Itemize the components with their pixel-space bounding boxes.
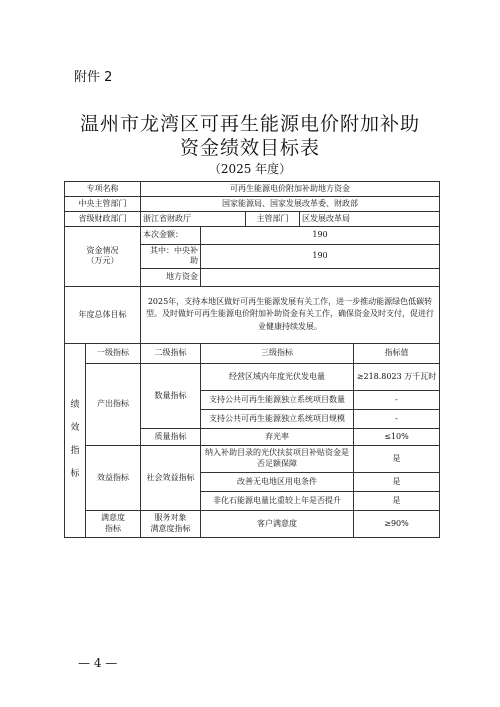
social-benefit-label: 社会效益指标 (141, 445, 201, 510)
indicator-value: - (354, 390, 440, 409)
satisfaction-indicator-label: 满意度 指标 (86, 510, 141, 537)
service-satisfaction-label: 服务对象 满意度指标 (141, 510, 201, 537)
project-name-value: 可再生能源电价附加补助地方资金 (141, 182, 440, 197)
indicator-name: 非化石能源电量比重较上年是否提升 (201, 491, 354, 510)
document-title-line2: 资金绩效目标表 (179, 137, 320, 159)
indicator-name: 改善无电地区用电条件 (201, 472, 354, 491)
indicator-value: ≥218.8023 万千瓦时 (354, 363, 440, 390)
provincial-finance-label: 省级财政部门 (65, 212, 141, 227)
central-dept-label: 中央主管部门 (65, 197, 141, 212)
indicator-name: 纳入补助目录的光伏扶贫项目补贴资金是否足额保障 (201, 445, 354, 472)
header-value: 指标值 (354, 343, 440, 363)
header-level2: 二级指标 (141, 343, 201, 363)
indicator-value: 是 (354, 491, 440, 510)
header-level1: 一级指标 (86, 343, 141, 363)
indicator-value: 是 (354, 445, 440, 472)
document-title-line1: 温州市龙湾区可再生能源电价附加补助 (79, 113, 420, 135)
page-number: — 4 — (78, 656, 118, 670)
quality-indicator-label: 质量指标 (141, 428, 201, 445)
funds-total-value: 190 (201, 227, 440, 245)
attachment-label: 附件 2 (74, 70, 113, 85)
performance-side-label (65, 343, 86, 537)
side-char: 绩 (70, 400, 80, 411)
indicator-name: 客户满意度 (201, 510, 354, 537)
provincial-finance-value: 浙江省财政厅 (141, 212, 246, 227)
annual-goal-text: 2025年，支持本地区做好可再生能源发展有关工作，进一步推动能源绿色低碳转型。及时做好可再生能源电价附加补助资金有关工作，确保资金及时支付，促进行业健康持续发展。 (141, 286, 440, 343)
funds-label: 资金情况 （万元） (65, 227, 141, 287)
indicator-name: 支持公共可再生能源独立系统项目数量 (201, 390, 354, 409)
side-char: 标 (70, 469, 80, 480)
quantity-indicator-label: 数量指标 (141, 363, 201, 428)
side-char: 指 (70, 446, 80, 457)
side-char: 效 (70, 423, 80, 434)
annual-goal-label: 年度总体目标 (65, 286, 141, 343)
indicator-name: 支持公共可再生能源独立系统项目规模 (201, 409, 354, 428)
indicator-value: ≥90% (354, 510, 440, 537)
benefit-indicator-label: 效益指标 (86, 445, 141, 510)
supervisor-dept-label: 主管部门 (246, 212, 300, 227)
indicator-value: 是 (354, 472, 440, 491)
output-indicator-label: 产出指标 (86, 363, 141, 445)
central-dept-value: 国家能源局、国家发展改革委、财政部 (141, 197, 440, 212)
project-name-label: 专项名称 (65, 182, 141, 197)
funds-central-value: 190 (201, 245, 440, 269)
funds-total-label: 本次金额： (141, 227, 201, 245)
supervisor-dept-value: 区发展改革局 (300, 212, 440, 227)
indicator-name: 弃光率 (201, 428, 354, 445)
indicator-name: 经营区域内年度光伏发电量 (201, 363, 354, 390)
funds-central-label: 其中：中央补助 (141, 245, 201, 269)
funds-local-label: 地方资金 (141, 268, 201, 286)
year-label: （2025 年度） (208, 162, 292, 176)
indicator-value: ≤10% (354, 428, 440, 445)
indicator-value: - (354, 409, 440, 428)
funds-local-value (201, 268, 440, 286)
performance-target-table (64, 181, 440, 538)
header-level3: 三级指标 (201, 343, 354, 363)
